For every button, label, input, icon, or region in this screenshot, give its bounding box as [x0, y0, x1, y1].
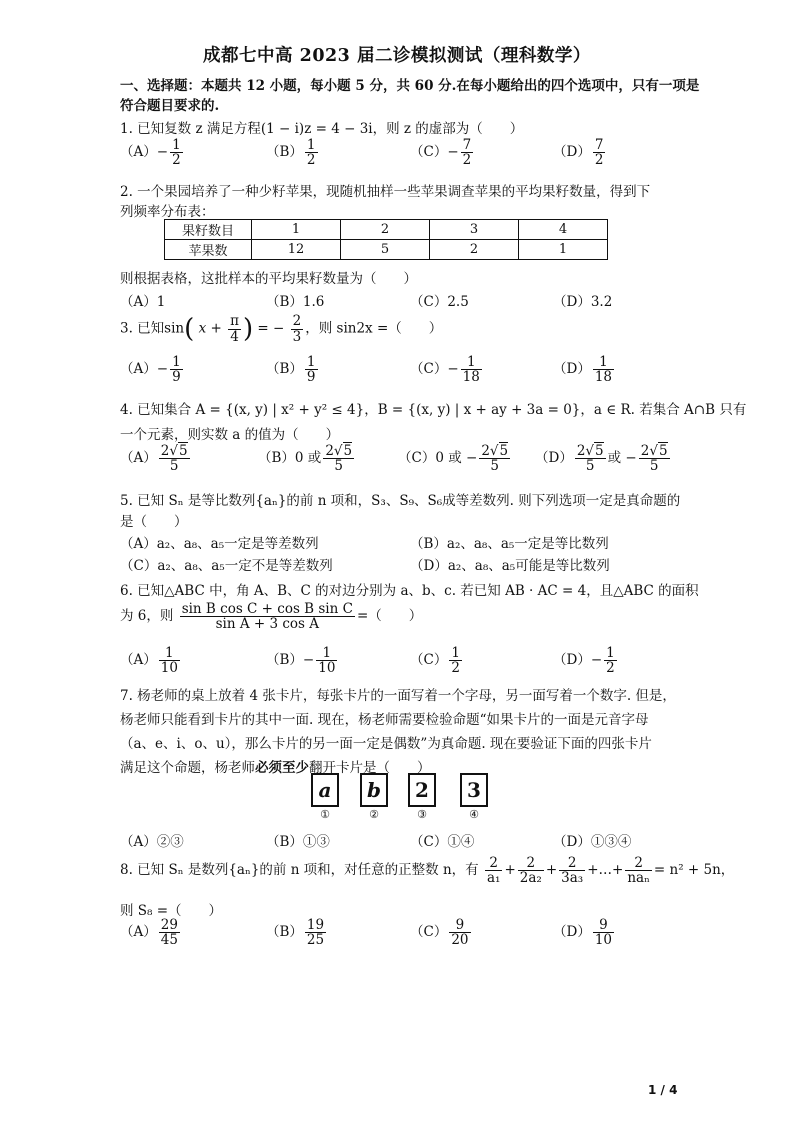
q2-stem-3: 则根据表格，这批样本的平均果籽数量为（ ） [120, 271, 417, 287]
fraction-den: 2 [594, 152, 604, 169]
section-heading-cont: 符合题目要求的. [120, 98, 220, 114]
table-cell: 3 [430, 220, 519, 240]
table-cell: 苹果数 [165, 240, 252, 260]
q4-option-b [258, 444, 356, 473]
q6-stem-1: 6. 已知△ABC 中，角 A、B、C 的对边分别为 a、b、c. 若已知 AB · AC = 4，且△ABC 的面积 [120, 583, 699, 599]
fraction-num: 1 [172, 354, 181, 370]
q1-stem: 1. 已知复数 z 满足方程(1 − i)z = 4 − 3i，则 z 的虚部为（ ） [120, 121, 524, 137]
fraction [639, 444, 670, 473]
option-label: （C）0 或 − [398, 450, 478, 467]
option-label: （A） [120, 361, 157, 378]
fraction [449, 646, 462, 675]
q8-dots: +…+ [587, 862, 624, 879]
q5-stem-2: 是（ ） [120, 514, 188, 530]
q3-option-a [120, 355, 185, 384]
fraction-num: 1 [606, 645, 615, 661]
q2-stem-1: 2. 一个果园培养了一种少籽苹果，现随机抽样一些苹果调查苹果的平均果籽数量，得到下 [120, 184, 651, 200]
coef: 2 [325, 443, 334, 459]
fraction-den: 2 [451, 660, 460, 677]
q3-option-c [410, 355, 484, 384]
radicand: 5 [178, 443, 188, 459]
option-label: （D） [553, 361, 591, 378]
fraction-den: 5 [585, 458, 595, 475]
q6-suffix: =（ ） [356, 608, 423, 625]
fraction-num: 2 [292, 313, 302, 330]
option-label: （B）0 或 [258, 450, 322, 467]
q2-option-d: （D）3.2 [553, 294, 613, 310]
q3-option-b [266, 355, 320, 384]
q6-option-a [120, 646, 182, 675]
option-label: （B） [266, 924, 303, 941]
q3-prefix: 3. 已知 [120, 320, 165, 337]
fraction-den: 45 [160, 932, 178, 949]
fraction-den: 2 [606, 660, 615, 677]
q4-option-d [535, 444, 672, 473]
q1-option-d [553, 138, 607, 167]
fraction-num: 1 [451, 645, 460, 661]
q8-option-b [266, 918, 328, 947]
fraction-den: 2 [172, 152, 181, 169]
q7-option-b: （B）①③ [266, 834, 330, 850]
card-b: b [360, 773, 388, 807]
coef: 2 [160, 443, 170, 459]
option-label: （B） [266, 361, 303, 378]
fraction-den: 20 [451, 932, 469, 949]
table-cell: 2 [341, 220, 430, 240]
fraction [575, 444, 606, 473]
fraction-num: 1 [172, 137, 181, 153]
fraction [593, 355, 614, 384]
option-label: （C） [410, 652, 448, 669]
fraction-num: 2 [518, 856, 544, 871]
fraction-num: 1 [159, 646, 180, 661]
fraction-num: π [230, 313, 239, 330]
fraction-den: 5 [649, 458, 659, 475]
q8-stem-2: 则 S₈ =（ ） [120, 903, 223, 919]
fraction [604, 646, 617, 675]
page-title: 成都七中高 2023 届二诊模拟测试（理科数学） [203, 46, 591, 66]
table-row [165, 220, 608, 240]
q4-stem-1: 4. 已知集合 A = {(x, y) | x² + y² ≤ 4}，B = {(x, y) | x + ay + 3a = 0}，a ∈ R. 若集合 A∩B 只有 [120, 402, 747, 418]
q3-eq: = − [257, 320, 285, 337]
fraction [159, 646, 180, 675]
card-label-4: ④ [469, 808, 479, 821]
fraction [305, 918, 326, 947]
q7-line-1: 7. 杨老师的桌上放着 4 张卡片，每张卡片的一面写着一个字母，另一面写着一个数字. 但是， [120, 688, 676, 704]
q4-option-a [120, 444, 192, 473]
fraction-den: 9 [306, 369, 316, 386]
frequency-table [164, 219, 608, 260]
q3-x: x + [198, 320, 222, 337]
q8-prefix: 8. 已知 Sₙ 是数列{aₙ}的前 n 项和，对任意的正整数 n，有 [120, 862, 479, 879]
option-label: （D） [553, 144, 591, 161]
q7-option-d: （D）①③④ [553, 834, 632, 850]
option-label: （B） [266, 144, 303, 161]
card-2: 2 [408, 773, 436, 807]
q7-line-4a: 满足这个命题，杨老师 [120, 760, 255, 776]
q6-stem-2 [120, 602, 422, 631]
option-label: （B） [266, 652, 303, 669]
fraction-num: 7 [462, 137, 472, 153]
q8-option-a [120, 918, 182, 947]
option-label: （A） [120, 924, 157, 941]
fraction [316, 646, 337, 675]
fraction-den: 18 [462, 369, 480, 386]
fraction-num: 7 [594, 137, 604, 153]
card-label-3: ③ [417, 808, 427, 821]
fraction-den: 2 [462, 152, 472, 169]
fraction-num: 2 [625, 856, 652, 871]
card-label-1: ① [320, 808, 330, 821]
card-a: a [311, 773, 339, 807]
table-cell: 4 [519, 220, 608, 240]
q5-option-b: （B）a₂、a₈、a₅一定是等比数列 [410, 536, 609, 552]
option-sign: − [302, 652, 315, 669]
q2-stem-2: 列频率分布表： [120, 204, 215, 220]
option-label: （D） [535, 450, 573, 467]
fraction [323, 444, 354, 473]
table-cell: 2 [430, 240, 519, 260]
q5-stem-1: 5. 已知 Sₙ 是等比数列{aₙ}的前 n 项和，S₃、S₉、S₆成等差数列. 则下列选项一定是真命题的 [120, 493, 681, 509]
q8-option-d [553, 918, 616, 947]
fraction-num: 2√5 [160, 443, 188, 459]
fraction-num: 1 [461, 355, 482, 370]
card-label-2: ② [369, 808, 379, 821]
fraction-den: 18 [594, 369, 613, 386]
fraction-num: 1 [316, 646, 337, 661]
option-label: （A） [120, 144, 157, 161]
fraction [159, 444, 190, 473]
card-3: 3 [460, 773, 488, 807]
q7-option-a: （A）②③ [120, 834, 184, 850]
fraction-den: 5 [169, 458, 179, 475]
q3-rhs-fraction [291, 314, 304, 343]
fraction [170, 138, 183, 167]
q2-option-b: （B）1.6 [266, 294, 325, 310]
radicand: 5 [595, 443, 604, 459]
q5-option-a: （A）a₂、a₈、a₅一定是等差数列 [120, 536, 319, 552]
fraction-num: 2√5 [481, 443, 509, 459]
q6-fraction [180, 602, 355, 631]
coef: 2 [640, 443, 650, 459]
fraction [305, 355, 318, 384]
q6-prefix: 为 6，则 [120, 608, 174, 625]
q6-option-b [266, 646, 339, 675]
section-heading: 一、选择题：本题共 12 小题，每小题 5 分，共 60 分.在每小题给出的四个选项中，只有一项是 [120, 78, 700, 94]
option-label: （D） [553, 652, 591, 669]
fraction [479, 444, 510, 473]
fraction-den: 4 [230, 328, 239, 345]
option-sign: − [156, 361, 169, 378]
q3-option-d [553, 355, 616, 384]
fraction [305, 138, 318, 167]
q4-stem-2: 一个元素，则实数 a 的值为（ ） [120, 427, 340, 443]
fraction-den: 5 [334, 458, 343, 475]
fraction-den: 2a₂ [519, 870, 542, 887]
radicand: 5 [658, 443, 668, 459]
q6-option-d [553, 646, 619, 675]
q7-line-4c: 翻开卡片是（ ） [309, 760, 431, 776]
fraction-den: 3a₃ [561, 870, 584, 887]
q1-option-c [410, 138, 475, 167]
q1-option-a [120, 138, 185, 167]
fraction-num: 1 [593, 355, 614, 370]
q4-option-c [398, 444, 512, 473]
q3-stem: 3. 已知sin( x + $\frac{\pi}{4}$ ) = − $\frac{2}{3}$ ，则 sin2x =（ ） [120, 313, 443, 345]
option-label: （A） [120, 450, 157, 467]
fraction-den: naₙ [627, 870, 650, 887]
q2-option-c: （C）2.5 [410, 294, 469, 310]
q5-option-c: （C）a₂、a₈、a₅一定不是等差数列 [120, 558, 333, 574]
option-label: （C） [410, 924, 448, 941]
option-sign: − [156, 144, 169, 161]
table-cell: 果籽数目 [165, 220, 252, 240]
q3-suffix: ，则 sin2x =（ ） [305, 320, 443, 337]
option-sign: − [447, 361, 459, 378]
q7-emphasis: 必须至少 [255, 760, 309, 776]
table-cell: 12 [252, 240, 341, 260]
option-label: （A） [120, 652, 157, 669]
fraction-num: 9 [449, 918, 470, 933]
coef: 2 [576, 443, 586, 459]
fraction-num: 2√5 [325, 443, 353, 459]
fraction-den: sin A + 3 cos A [215, 616, 320, 633]
option-label: （D） [553, 924, 591, 941]
table-cell: 5 [341, 240, 430, 260]
option-label: （C） [410, 144, 448, 161]
q3-pi-fraction [228, 314, 241, 343]
option-sign: − [590, 652, 603, 669]
q8-term-2 [518, 856, 544, 885]
q2-option-a: （A）1 [120, 294, 166, 310]
q3-sin: sin [164, 320, 185, 337]
q6-option-c [410, 646, 464, 675]
fraction-num: 2√5 [576, 443, 604, 459]
fraction [593, 138, 606, 167]
fraction-den: 10 [594, 932, 613, 949]
fraction-den: 2 [306, 152, 316, 169]
fraction-den: 5 [490, 458, 499, 475]
fraction-den: 9 [172, 369, 181, 386]
q8-option-c [410, 918, 473, 947]
option-mid: 或 − [607, 450, 637, 467]
fraction [593, 918, 614, 947]
fraction [159, 918, 180, 947]
fraction [461, 138, 474, 167]
table-row [165, 240, 608, 260]
q7-option-c: （C）①④ [410, 834, 475, 850]
radicand: 5 [499, 443, 509, 459]
option-sign: − [447, 144, 459, 161]
page-number: 1 / 4 [648, 1083, 678, 1097]
option-label: （C） [410, 361, 448, 378]
fraction-den: a₁ [486, 870, 501, 887]
q8-rhs: = n² + 5n， [653, 862, 735, 879]
radicand: 5 [343, 443, 353, 459]
fraction-num: 1 [306, 137, 316, 153]
fraction-den: 10 [318, 660, 336, 677]
fraction [170, 355, 183, 384]
q8-stem-1: 8. 已知 Sₙ 是数列{aₙ}的前 n 项和，对任意的正整数 n，有 $\frac{2}{\text{a₁}}$ + $\frac{2}{\text{2a₂}}$ + $\frac{2}{\text{3a₃}}$ +…+ $\frac{2}{\text{naₙ}}$ = n² + 5n， [120, 855, 735, 887]
fraction-num: 19 [306, 917, 325, 933]
coef: 2 [481, 443, 490, 459]
q7-line-3: （a、e、i、o、u），那么卡片的另一面一定是偶数”为真命题. 现在要验证下面的四张卡片 [120, 736, 652, 752]
fraction-num: 9 [593, 918, 614, 933]
fraction-num: 29 [160, 917, 178, 933]
q8-term-1 [485, 856, 502, 885]
table-cell: 1 [252, 220, 341, 240]
fraction-den: 10 [160, 660, 178, 677]
fraction-num: 2√5 [640, 443, 668, 459]
fraction-num: 2 [485, 856, 502, 871]
fraction-num: sin B cos C + cos B sin C [181, 601, 353, 617]
fraction-num: 2 [559, 856, 585, 871]
fraction-den: 25 [306, 932, 325, 949]
table-cell: 1 [519, 240, 608, 260]
q1-option-b [266, 138, 320, 167]
fraction-den: 3 [292, 328, 302, 345]
q8-term-3 [559, 856, 585, 885]
fraction [449, 918, 470, 947]
fraction-num: 1 [306, 354, 316, 370]
q5-option-d: （D）a₂、a₈、a₅可能是等比数列 [410, 558, 610, 574]
q8-term-n [625, 856, 652, 885]
fraction [461, 355, 482, 384]
q7-line-2: 杨老师只能看到卡片的其中一面. 现在，杨老师需要检验命题“如果卡片的一面是元音字母 [120, 712, 649, 728]
